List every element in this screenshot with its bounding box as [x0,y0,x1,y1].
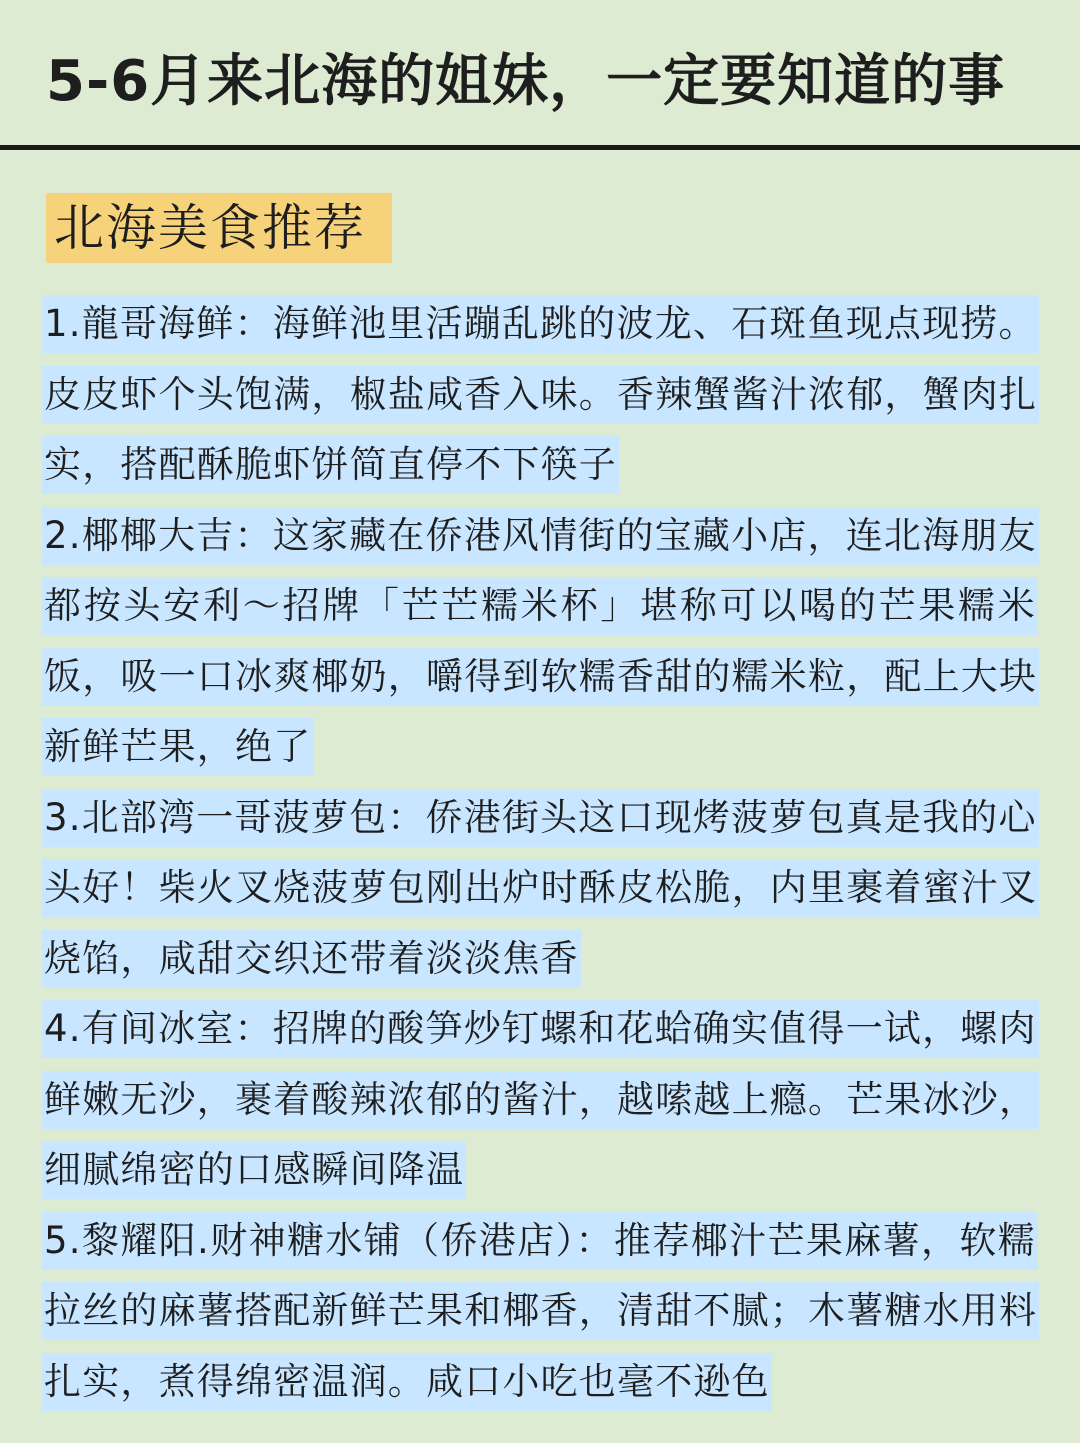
recommendation-item [42,783,1038,995]
recommendation-item [42,1206,1038,1418]
recommendation-text: 3.北部湾一哥菠萝包：侨港街头这口现烤菠萝包真是我的心头好！柴火叉烧菠萝包刚出炉时酥皮松脆，内里裹着蜜汁叉烧馅，咸甜交织还带着淡淡焦香 [42,789,1039,988]
recommendation-item [42,501,1038,783]
title-divider [0,145,1080,150]
recommendation-text: 5.黎耀阳.财神糖水铺（侨港店）：推荐椰汁芒果麻薯，软糯拉丝的麻薯搭配新鲜芒果和椰香，清甜不腻；木薯糖水用料扎实，煮得绵密温润。咸口小吃也毫不逊色 [42,1212,1039,1411]
recommendation-text: 2.椰椰大吉：这家藏在侨港风情街的宝藏小店，连北海朋友都按头安利～招牌「芒芒糯米杯」堪称可以喝的芒果糯米饭，吸一口冰爽椰奶，嚼得到软糯香甜的糯米粒，配上大块新鲜芒果，绝了 [42,507,1039,777]
recommendation-text: 1.龍哥海鲜：海鲜池里活蹦乱跳的波龙、石斑鱼现点现捞。皮皮虾个头饱满，椒盐咸香入味。香辣蟹酱汁浓郁，蟹肉扎实，搭配酥脆虾饼简直停不下筷子 [42,295,1039,494]
page-title: 5-6月来北海的姐妹，一定要知道的事 [46,49,1006,114]
recommendation-item [42,289,1038,501]
recommendation-item [42,994,1038,1206]
recommendation-list [42,289,1038,1417]
section-heading: 北海美食推荐 [46,193,392,263]
recommendation-text: 4.有间冰室：招牌的酸笋炒钉螺和花蛤确实值得一试，螺肉鲜嫩无沙，裹着酸辣浓郁的酱汁，越嗦越上瘾。芒果冰沙，细腻绵密的口感瞬间降温 [42,1000,1039,1199]
